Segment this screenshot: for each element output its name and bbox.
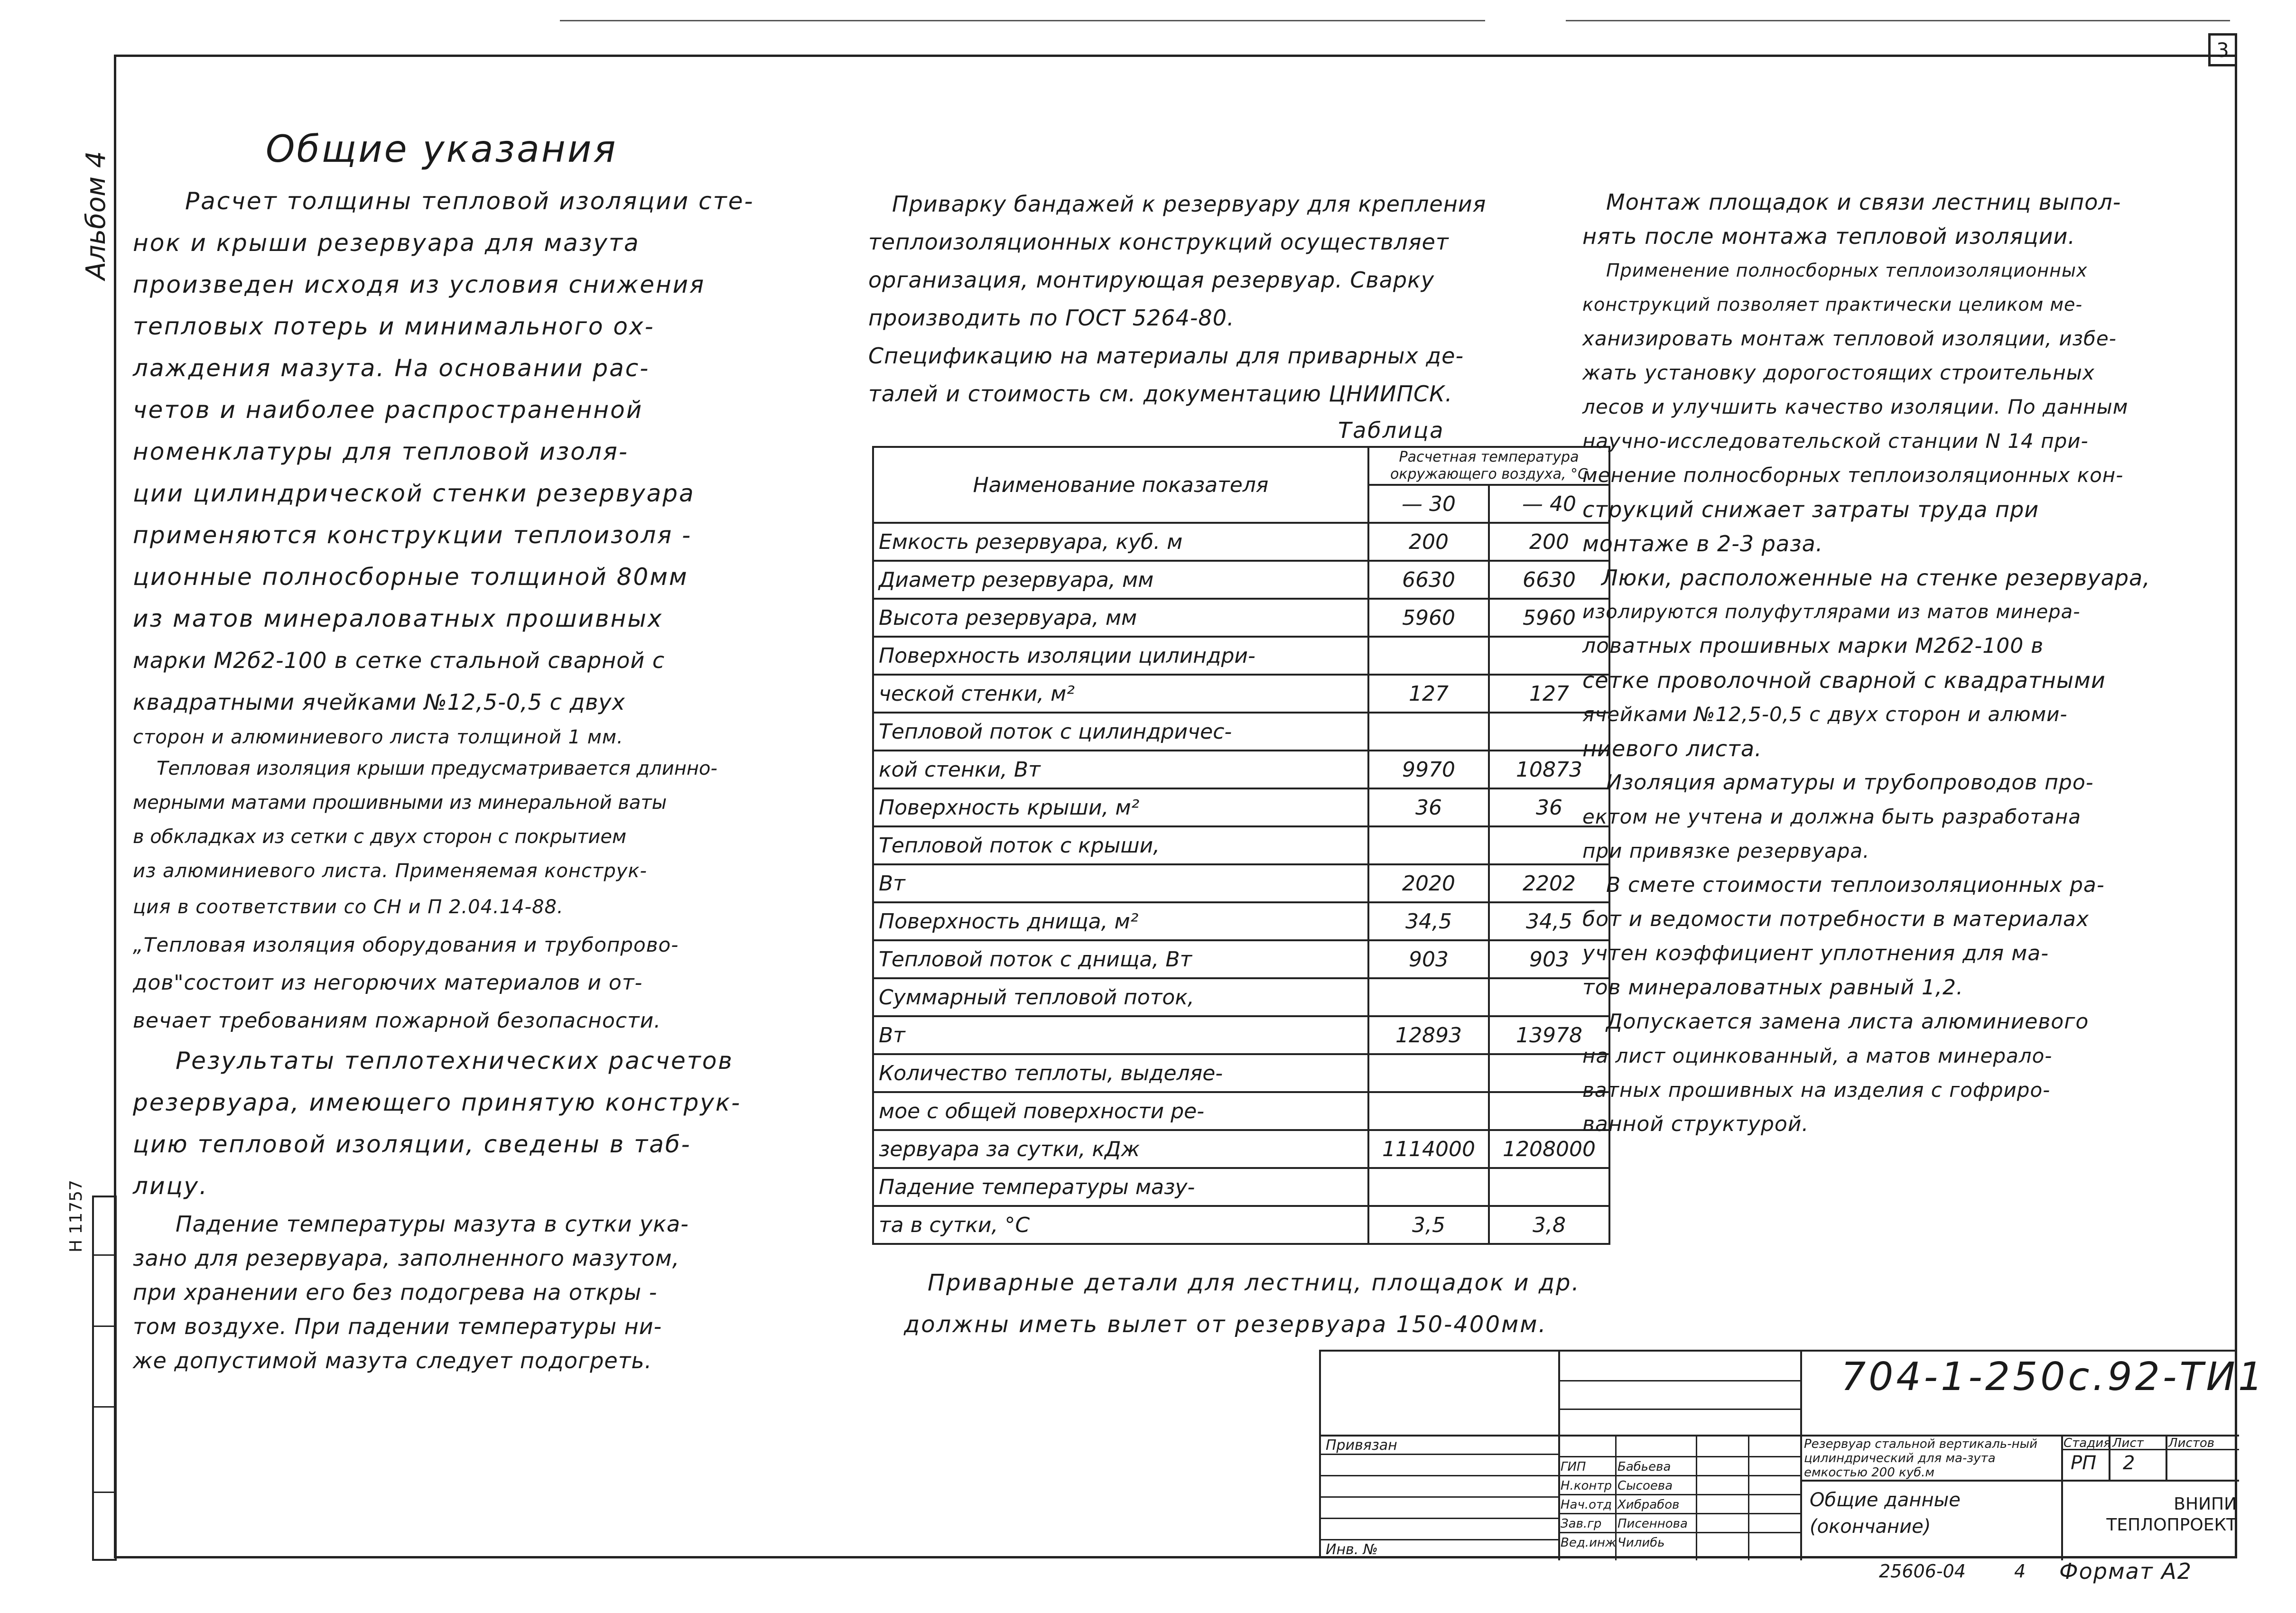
table-row	[873, 523, 1609, 561]
text-line: номенклатуры для тепловой изоля-	[133, 438, 629, 465]
table-row	[873, 902, 1609, 940]
role-3: Нач.отд	[1561, 1498, 1612, 1512]
text-line: ватных прошивных на изделия с гофриро-	[1582, 1078, 2051, 1102]
text-line: монтаже в 2-3 раза.	[1582, 531, 1823, 556]
table-cell: 3,8	[1489, 1206, 1609, 1244]
sheets-header: Листов	[2168, 1436, 2215, 1450]
text-line: изолируются полуфутлярами из матов минера-	[1582, 601, 2081, 623]
name-4: Писеннова	[1617, 1517, 1688, 1531]
table-cell: 127	[1368, 675, 1489, 713]
text-line: нок и крыши резервуара для мазута	[133, 229, 640, 257]
table-row	[873, 1054, 1609, 1092]
table-header-t2: — 40	[1489, 485, 1609, 523]
table-header-temp	[1368, 447, 1609, 485]
role-2: Н.контр	[1561, 1479, 1612, 1493]
table-cell: Тепловой поток с цилиндричес-	[873, 713, 1368, 751]
table-row	[873, 751, 1609, 788]
table-row	[873, 1130, 1609, 1168]
table-cell	[1368, 1054, 1489, 1092]
text-line: вечает требованиям пожарной безопасности.	[133, 1009, 661, 1033]
header-name-text: Наименование показателя	[973, 473, 1269, 497]
sheet-title: Общие данные (окончание)	[1810, 1489, 1961, 1538]
table-cell: мое с общей поверхности ре-	[873, 1092, 1368, 1130]
table-cell: 1114000	[1368, 1130, 1489, 1168]
table-cell: зервуара за сутки, кДж	[873, 1130, 1368, 1168]
text-line: ячейками №12,5-0,5 с двух сторон и алюми-	[1582, 703, 2068, 726]
text-line: в обкладках из сетки с двух сторон с покрытием	[133, 826, 627, 848]
table-cell: 1208000	[1489, 1130, 1609, 1168]
table-row	[873, 788, 1609, 826]
table-cell: 13978	[1489, 1016, 1609, 1054]
table-row	[873, 826, 1609, 864]
text-line: лицу.	[133, 1172, 208, 1200]
table-cell	[1368, 1168, 1489, 1206]
table-cell: 34,5	[1489, 902, 1609, 940]
text-line: Тепловая изоляция крыши предусматривается длинно-	[157, 758, 717, 779]
text-line: том воздухе. При падении температуры ни-	[133, 1314, 662, 1339]
text-line: бот и ведомости потребности в материалах	[1582, 907, 2090, 931]
text-line: „Тепловая изоляция оборудования и трубопрово-	[133, 933, 679, 956]
name-5: Чилибь	[1617, 1536, 1665, 1550]
object-description: Резервуар стальной вертикаль-ный цилиндрический для ма-зута емкостью 200 куб.м	[1804, 1437, 2038, 1480]
table-cell	[1368, 826, 1489, 864]
copy-sheet: 4	[2014, 1561, 2026, 1582]
album-label: Альбом 4	[81, 151, 112, 280]
text-line: Монтаж площадок и связи лестниц выпол-	[1606, 189, 2121, 215]
stage-header: Стадия	[2064, 1436, 2111, 1450]
text-line: Допускается замена листа алюминиевого	[1606, 1010, 2089, 1034]
table-cell: Поверхность крыши, м²	[873, 788, 1368, 826]
role-4: Зав.гр	[1561, 1517, 1602, 1531]
table-row	[873, 599, 1609, 637]
table-cell: 36	[1368, 788, 1489, 826]
text-line: из алюминиевого листа. Применяемая конструк-	[133, 860, 647, 882]
text-line: квадратными ячейками №12,5-0,5 с двух	[133, 689, 625, 715]
name-1: Бабьева	[1617, 1460, 1671, 1474]
table-row	[873, 637, 1609, 675]
table-row	[873, 713, 1609, 751]
side-strip	[92, 1196, 117, 1561]
sheet-number: 3	[2208, 33, 2237, 66]
text-line: В смете стоимости теплоизоляционных ра-	[1606, 873, 2105, 897]
table-cell: 127	[1489, 675, 1609, 713]
column-3	[1582, 185, 2228, 1141]
table-caption: Таблица	[1338, 417, 1445, 443]
text-line: цию тепловой изоляции, сведены в таб-	[133, 1131, 691, 1158]
text-line: ванной структурой.	[1582, 1112, 1809, 1136]
text-line: сторон и алюминиевого листа толщиной 1 мм.	[133, 726, 623, 748]
table-row	[873, 1168, 1609, 1206]
table-header-name	[873, 447, 1368, 523]
text-line: ловатных прошивных марки М2б2-100 в	[1582, 634, 2044, 658]
text-line: ектом не учтена и должна быть разработана	[1582, 805, 2081, 828]
table-cell: Диаметр резервуара, мм	[873, 561, 1368, 599]
below-table-note	[904, 1262, 1580, 1345]
table-cell: 200	[1368, 523, 1489, 561]
page-title: Общие указания	[266, 128, 618, 171]
text-line: конструкций позволяет практически целиком ме-	[1582, 294, 2083, 315]
text-line: научно-исследовательской станции N 14 при-	[1582, 429, 2089, 453]
text-line: при привязке резервуара.	[1582, 839, 1870, 862]
table-row	[873, 940, 1609, 978]
table-cell	[1368, 978, 1489, 1016]
table-cell: 6630	[1489, 561, 1609, 599]
text-line: из матов минераловатных прошивных	[133, 605, 663, 632]
text-line: Расчет толщины тепловой изоляции сте-	[185, 187, 754, 215]
text-line: ция в соответствии со СН и П 2.04.14-88.	[133, 896, 564, 918]
text-line: тепловых потерь и минимального ох-	[133, 313, 655, 340]
side-number: Н 11757	[66, 1179, 86, 1252]
text-line: менение полносборных теплоизоляционных кон-	[1582, 464, 2124, 487]
table-cell: Высота резервуара, мм	[873, 599, 1368, 637]
table-cell: 5960	[1489, 599, 1609, 637]
table-cell: Поверхность изоляции цилиндри-	[873, 637, 1368, 675]
text-line: ханизировать монтаж тепловой изоляции, избе-	[1582, 327, 2117, 350]
table-cell: 12893	[1368, 1016, 1489, 1054]
table-row	[873, 1092, 1609, 1130]
text-line: Изоляция арматуры и трубопроводов про-	[1606, 770, 2094, 795]
text-line: ниевого листа.	[1582, 736, 1762, 761]
table-cell: Суммарный тепловой поток,	[873, 978, 1368, 1016]
text-line: марки М2б2-100 в сетке стальной сварной с	[133, 648, 665, 673]
text-line: тов минераловатных равный 1,2.	[1582, 975, 1963, 1000]
copy-number: 25606-04	[1879, 1561, 1966, 1582]
name-2: Сысоева	[1617, 1479, 1673, 1493]
table-header-t1: — 30	[1368, 485, 1489, 523]
text-line: учтен коэффициент уплотнения для ма-	[1582, 941, 2049, 965]
table-row	[873, 978, 1609, 1016]
text-line: Приварные детали для лестниц, площадок и др.	[928, 1270, 1580, 1296]
text-line: при хранении его без подогрева на откры -	[133, 1279, 658, 1305]
text-line: резервуара, имеющего принятую конструк-	[133, 1089, 742, 1116]
text-line: струкций снижает затраты труда при	[1582, 497, 2039, 522]
text-line: зано для резервуара, заполненного мазутом,	[133, 1245, 680, 1271]
table-cell: 36	[1489, 788, 1609, 826]
table-cell: Количество теплоты, выделяе-	[873, 1054, 1368, 1092]
table-cell: Вт	[873, 864, 1368, 902]
table-cell: Поверхность днища, м²	[873, 902, 1368, 940]
text-line: жать установку дорогостоящих строительных	[1582, 361, 2095, 384]
text-line: четов и наиболее распространенной	[133, 396, 643, 424]
text-line: Падение температуры мазута в сутки ука-	[176, 1211, 689, 1237]
text-line: произведен исходя из условия снижения	[133, 271, 706, 298]
table-row	[873, 1016, 1609, 1054]
text-line: нять после монтажа тепловой изоляции.	[1582, 223, 2076, 249]
results-table	[872, 446, 1610, 1245]
text-line: лесов и улучшить качество изоляции. По данным	[1582, 395, 2129, 418]
text-line: мерными матами прошивными из минеральной ваты	[133, 792, 667, 814]
text-line: Приварку бандажей к резервуару для крепления	[892, 191, 1487, 217]
role-5: Вед.инж	[1561, 1536, 1617, 1550]
header-temp-text: Расчетная температура окружающего воздуха, °С	[1390, 449, 1588, 482]
name-3: Хибрабов	[1617, 1498, 1680, 1512]
table-cell: 903	[1368, 940, 1489, 978]
text-line: ционные полносборные толщиной 80мм	[133, 563, 688, 591]
column-2	[868, 185, 1533, 413]
format-label: Формат А2	[2059, 1558, 2192, 1584]
table-cell: 34,5	[1368, 902, 1489, 940]
sheet-value: 2	[2123, 1452, 2135, 1474]
inv-label: Инв. №	[1326, 1541, 1378, 1558]
table-cell: кой стенки, Вт	[873, 751, 1368, 788]
table-cell: 5960	[1368, 599, 1489, 637]
table-cell: та в сутки, °С	[873, 1206, 1368, 1244]
role-1: ГИП	[1561, 1460, 1586, 1474]
text-line: теплоизоляционных конструкций осуществляет	[868, 229, 1449, 255]
table-cell: 200	[1489, 523, 1609, 561]
table-cell	[1489, 1168, 1609, 1206]
text-line: должны иметь вылет от резервуара 150-400мм.	[904, 1311, 1547, 1338]
table-cell: 2020	[1368, 864, 1489, 902]
text-line: лаждения мазута. На основании рас-	[133, 354, 650, 382]
table-cell: Вт	[873, 1016, 1368, 1054]
text-line: на лист оцинкованный, а матов минерало-	[1582, 1044, 2053, 1067]
table-row	[873, 675, 1609, 713]
text-line: организация, монтирующая резервуар. Сварку	[868, 267, 1435, 293]
table-cell: ческой стенки, м²	[873, 675, 1368, 713]
document-number: 704-1-250с.92-ТИ1	[1841, 1354, 2266, 1400]
table-row	[873, 1206, 1609, 1244]
table-cell: 9970	[1368, 751, 1489, 788]
text-line: производить по ГОСТ 5264-80.	[868, 305, 1235, 331]
sheet-header: Лист	[2112, 1436, 2144, 1450]
table-cell: Падение температуры мазу-	[873, 1168, 1368, 1206]
text-line: Результаты теплотехнических расчетов	[176, 1047, 734, 1075]
table-cell: 6630	[1368, 561, 1489, 599]
table-cell: 10873	[1489, 751, 1609, 788]
organization: ВНИПИ ТЕПЛОПРОЕКТ	[2106, 1494, 2237, 1535]
text-line: сетке проволочной сварной с квадратными	[1582, 667, 2106, 693]
table-cell	[1368, 637, 1489, 675]
table-cell	[1368, 713, 1489, 751]
text-line: дов"состоит из негорючих материалов и от-	[133, 971, 643, 995]
text-line: же допустимой мазута следует подогреть.	[133, 1348, 652, 1373]
table-cell: 903	[1489, 940, 1609, 978]
table-cell: 3,5	[1368, 1206, 1489, 1244]
table-cell: Емкость резервуара, куб. м	[873, 523, 1368, 561]
privyazan-label: Привязан	[1326, 1437, 1397, 1454]
table-cell	[1368, 1092, 1489, 1130]
table-cell: 2202	[1489, 864, 1609, 902]
text-line: Применение полносборных теплоизоляционных	[1606, 260, 2088, 281]
table-cell: Тепловой поток с крыши,	[873, 826, 1368, 864]
text-line: ции цилиндрической стенки резервуара	[133, 480, 695, 507]
stage-value: РП	[2071, 1452, 2097, 1474]
text-line: талей и стоимость см. документацию ЦНИИПСК.	[868, 381, 1453, 407]
table-cell: Тепловой поток с днища, Вт	[873, 940, 1368, 978]
table-row	[873, 561, 1609, 599]
column-1	[133, 180, 835, 1378]
text-line: Люки, расположенные на стенке резервуара,	[1601, 565, 2150, 591]
table-row	[873, 864, 1609, 902]
text-line: применяются конструкции теплоизоля -	[133, 521, 692, 549]
text-line: Спецификацию на материалы для приварных де-	[868, 343, 1464, 369]
